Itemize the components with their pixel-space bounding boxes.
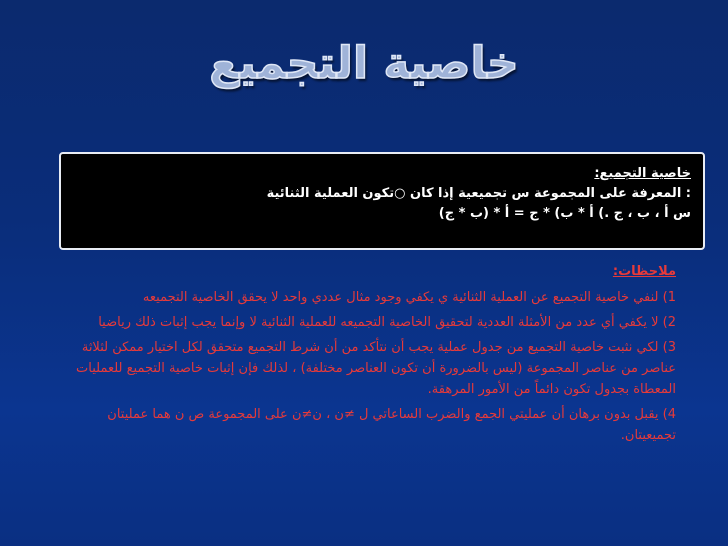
note-item-1: 1) لنفي خاصية التجميع عن العملية الثنائية ي يكفي وجود مثال عددي واحد لا يحقق الخاصية التجميعه xyxy=(142,290,676,305)
definition-box xyxy=(59,152,705,250)
note-item-4: 4) يقبل بدون برهان أن عمليتي الجمع والضرب الساعاتي ل ≠ن ، ن≠ن على المجموعة ص ن هما عمليتان تجميعيتان. xyxy=(107,407,676,443)
definition-line-1: : المعرفة على المجموعة س تجميعية إذا كان ○تكون العملية الثنائية xyxy=(266,186,691,201)
slide-title: خاصية التجميع xyxy=(209,38,519,89)
note-item-3: 3) لكي نثبت خاصية التجميع من جدول عملية يجب أن نتأكد من أن شرط التجميع متحقق لكل اختيار ممكن لثلاثة عناصر من عناصر المجموعة (ليس بالضرورة أن تكون العناصر مختلفة) ، لذلك فإن إثبات خاصية التجميع للعمليات المعطاة بجدول تكون دائماً من الأمور المرهقة. xyxy=(76,340,676,397)
definition-line-2: س أ ، ب ، ج .) أ * ب) * ج = أ * (ب * ج) xyxy=(438,206,691,221)
notes-heading: ملاحظات: xyxy=(612,264,676,279)
notes-section xyxy=(56,264,676,450)
definition-heading: خاصية التجميع: xyxy=(594,166,691,181)
note-item-2: 2) لا يكفي أي عدد من الأمثلة العددية لتحقيق الخاصية التجميعه للعملية الثنائية لا وإنما يجب إثبات ذلك رياضيا xyxy=(98,315,676,330)
